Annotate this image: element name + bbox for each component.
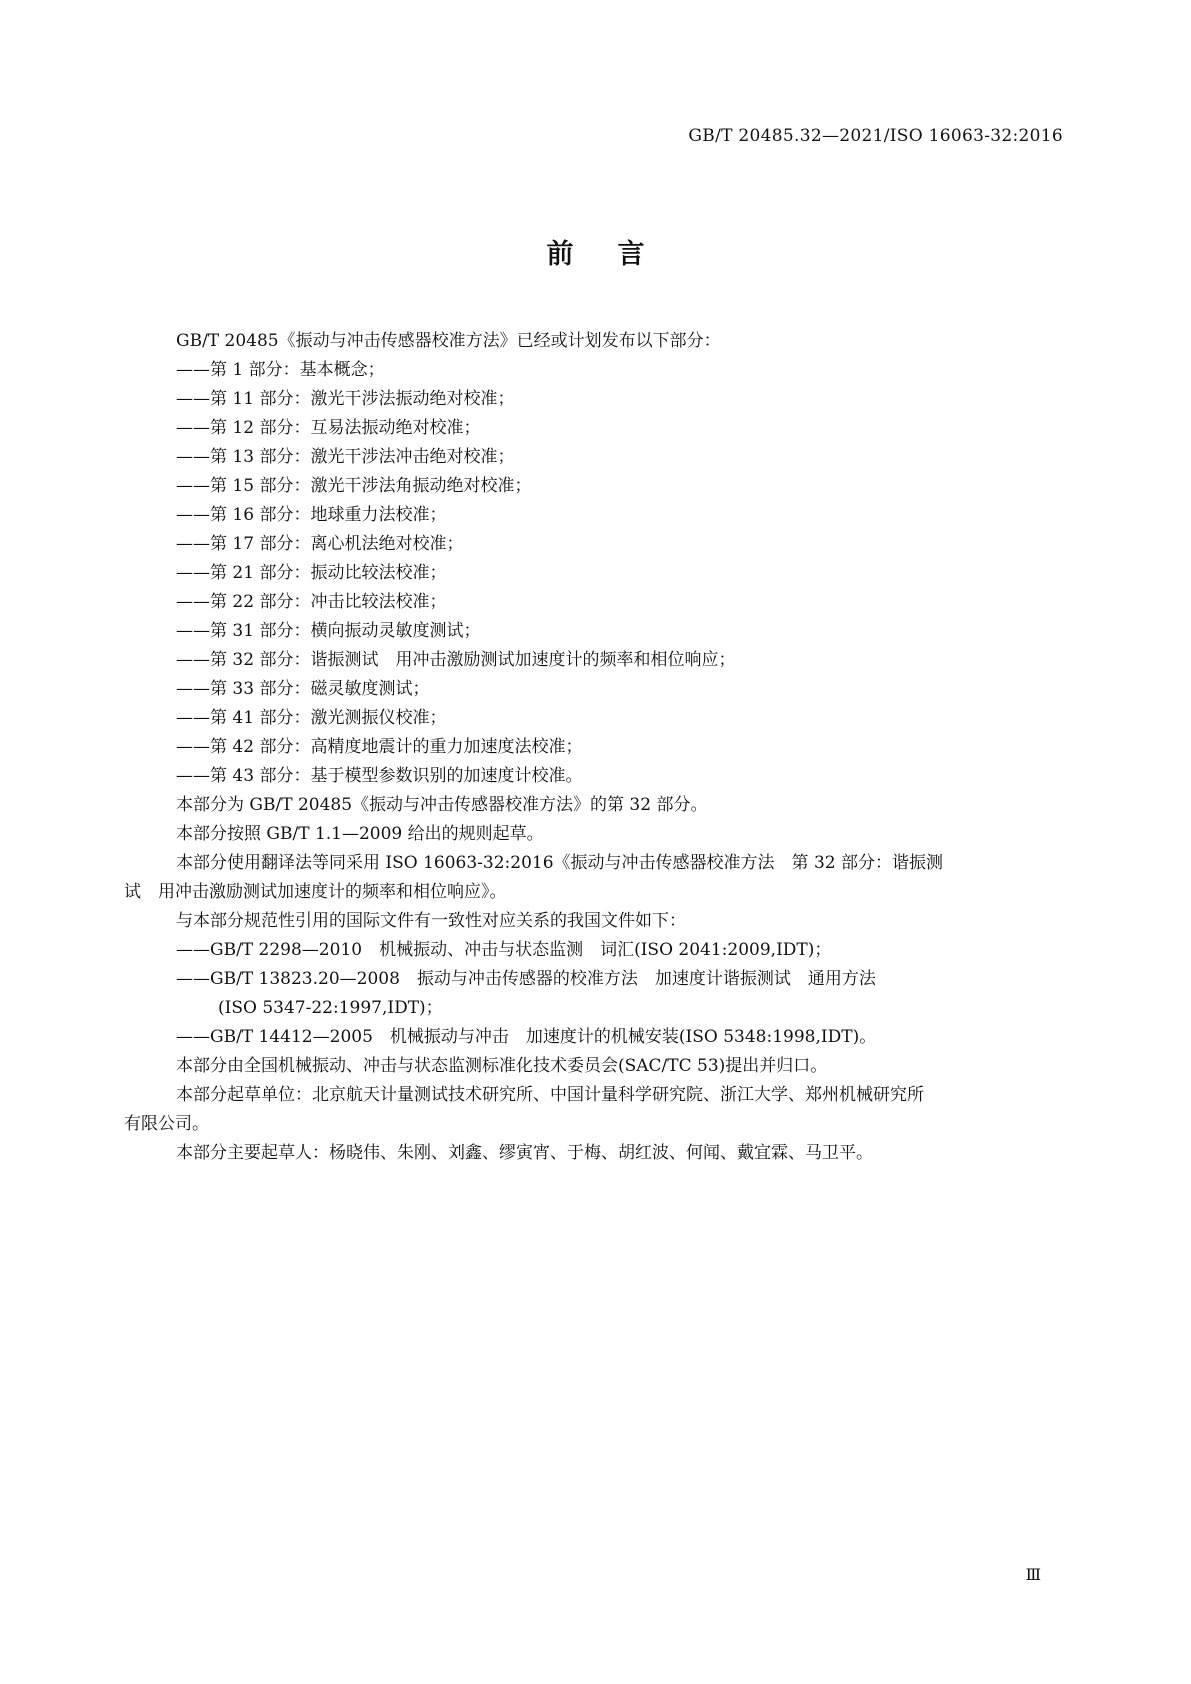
drafters: 本部分主要起草人：杨晓伟、朱刚、刘鑫、缪寅宵、于梅、胡红波、何闻、戴宜霖、马卫平。 [176,1143,873,1163]
page-number: Ⅲ [1025,1565,1041,1584]
part-item: ——第 41 部分：激光测振仪校准； [176,708,447,728]
corresponding-intro: 与本部分规范性引用的国际文件有一致性对应关系的我国文件如下： [176,911,686,931]
corresponding-doc: ——GB/T 14412—2005 机械振动与冲击 加速度计的机械安装(ISO 5348:1998,IDT)。 [176,1027,877,1047]
proposed-by: 本部分由全国机械振动、冲击与状态监测标准化技术委员会(SAC/TC 53)提出并归口。 [176,1056,828,1076]
part-item: ——第 43 部分：基于模型参数识别的加速度计校准。 [176,766,583,786]
translation-line-1: 本部分使用翻译法等同采用 ISO 16063-32:2016《振动与冲击传感器校准方法 第 32 部分：谐振测 [176,853,943,873]
part-item: ——第 13 部分：激光干涉法冲击绝对校准； [176,447,515,467]
intro-paragraph: GB/T 20485《振动与冲击传感器校准方法》已经或计划发布以下部分： [176,331,721,351]
foreword-body [124,327,1064,1168]
statement-rules: 本部分按照 GB/T 1.1—2009 给出的规则起草。 [176,824,544,844]
part-item: ——第 12 部分：互易法振动绝对校准； [176,418,481,438]
corresponding-doc: ——GB/T 13823.20—2008 振动与冲击传感器的校准方法 加速度计谐振测试 通用方法 [176,969,876,989]
part-item: ——第 15 部分：激光干涉法角振动绝对校准； [176,476,532,496]
drafting-units-line-2: 有限公司。 [124,1114,209,1134]
part-item: ——第 33 部分：磁灵敏度测试； [176,679,430,699]
translation-line-2: 试 用冲击激励测试加速度计的频率和相位响应》。 [124,882,507,902]
corresponding-doc: ——GB/T 2298—2010 机械振动、冲击与状态监测 词汇(ISO 2041:2009,IDT)； [176,940,832,960]
part-item: ——第 1 部分：基本概念； [176,360,385,380]
part-item: ——第 17 部分：离心机法绝对校准； [176,534,464,554]
drafting-units-line-1: 本部分起草单位：北京航天计量测试技术研究所、中国计量科学研究院、浙江大学、郑州机械研究所 [176,1085,924,1105]
statement-part: 本部分为 GB/T 20485《振动与冲击传感器校准方法》的第 32 部分。 [176,795,708,815]
part-item: ——第 32 部分：谐振测试 用冲击激励测试加速度计的频率和相位响应； [176,650,736,670]
corresponding-doc-continued: (ISO 5347-22:1997,IDT)； [218,998,443,1018]
page-title: 前言 [546,239,689,270]
part-item: ——第 31 部分：横向振动灵敏度测试； [176,621,481,641]
part-item: ——第 22 部分：冲击比较法校准； [176,592,447,612]
part-item: ——第 11 部分：激光干涉法振动绝对校准； [176,389,515,409]
part-item: ——第 21 部分：振动比较法校准； [176,563,447,583]
standard-number: GB/T 20485.32—2021/ISO 16063-32:2016 [688,126,1063,146]
part-item: ——第 42 部分：高精度地震计的重力加速度法校准； [176,737,583,757]
part-item: ——第 16 部分：地球重力法校准； [176,505,447,525]
